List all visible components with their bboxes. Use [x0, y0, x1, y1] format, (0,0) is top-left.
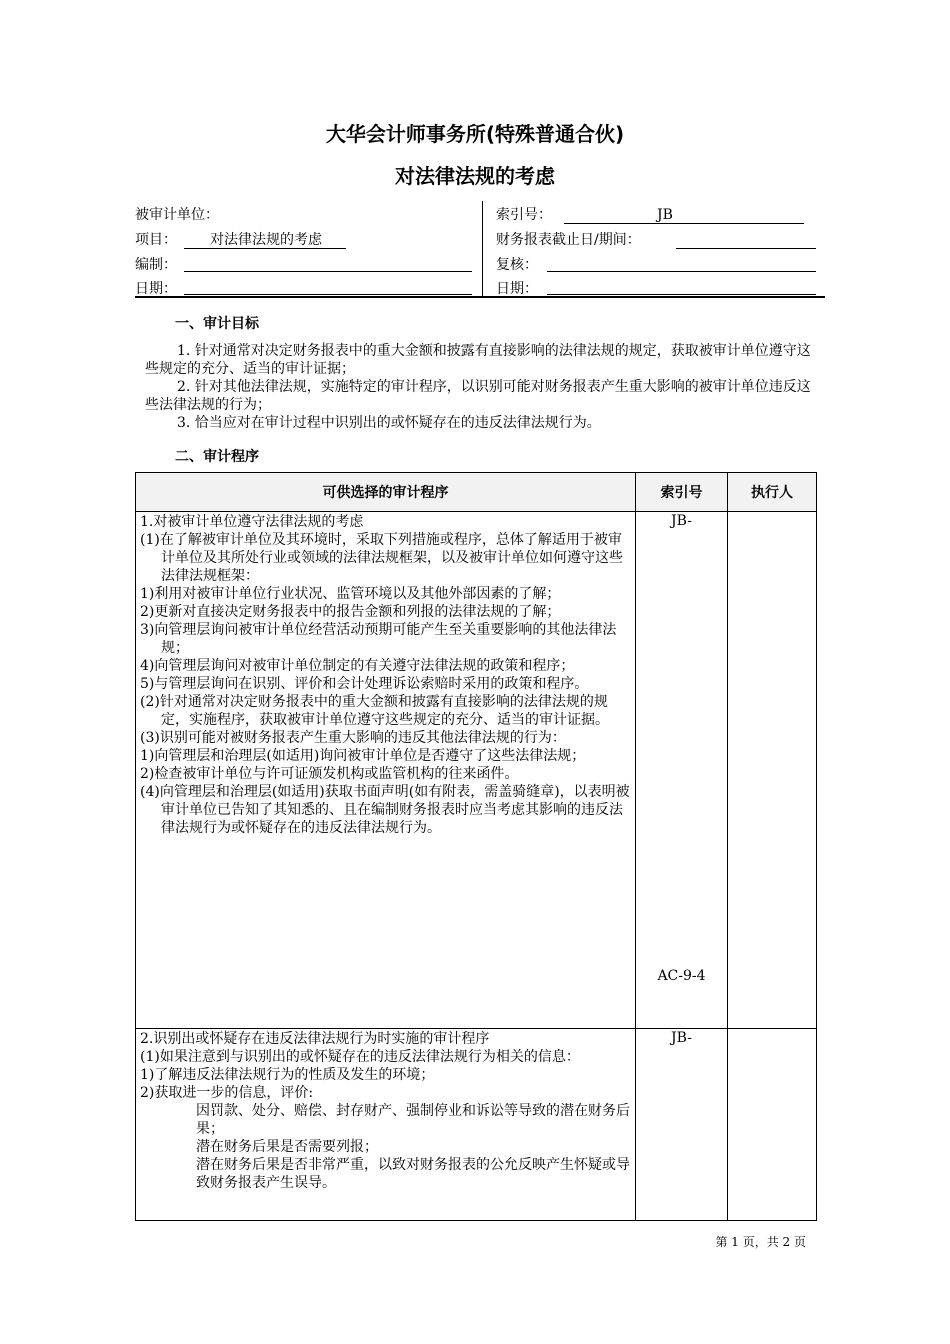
- objectives-heading: 一、审计目标: [175, 316, 259, 332]
- table-row: [136, 512, 817, 1029]
- period-label: 财务报表截止日/期间：: [496, 232, 641, 248]
- procedures-heading: 二、审计程序: [175, 449, 259, 465]
- procedure-cell: [136, 512, 636, 1029]
- date-field-right: [547, 294, 816, 295]
- document-title: 对法律法规的考虑: [395, 164, 555, 188]
- index-ref: AC-9-4: [657, 968, 706, 984]
- procedure-line: (1)如果注意到与识别出的或怀疑存在的违反法律法规行为相关的信息：: [140, 1049, 580, 1065]
- procedure-line: 1)向管理层和治理层(如适用)询问被审计单位是否遵守了这些法律法规；: [140, 748, 586, 764]
- procedure-line: (3)识别可能对被财务报表产生重大影响的违反其他法律法规的行为：: [140, 730, 566, 746]
- procedure-line: 2)获取进一步的信息，评价:: [140, 1085, 314, 1101]
- procedure-line: 5)与管理层询问在识别、评价和会计处理诉讼索赔时采用的政策和程序。: [140, 676, 589, 692]
- index-ref: JB-: [671, 1030, 692, 1046]
- objectives-list: [145, 342, 815, 432]
- procedures-table: [135, 472, 817, 1221]
- procedure-line: 2)检查被审计单位与许可证颁发机构或监管机构的往来函件。: [140, 766, 519, 782]
- column-header-procedure: 可供选择的审计程序: [136, 473, 636, 512]
- procedure-cell: [136, 1029, 636, 1221]
- procedure-line: 2)更新对直接决定财务报表中的报告金额和列报的法律法规的了解；: [140, 604, 561, 620]
- period-field: [676, 248, 816, 249]
- objective-item: 3. 恰当应对在审计过程中识别出的或怀疑存在的违反法律法规行为。: [177, 415, 601, 431]
- objective-item: 2. 针对其他法律法规，实施特定的审计程序，以识别可能对财务报表产生重大影响的被审计单位违反这些法律法规的行为；: [145, 379, 811, 413]
- objective-item: 1. 针对通常对决定财务报表中的重大金额和披露有直接影响的法律法规的规定，获取被审计单位遵守这些规定的充分、适当的审计证据；: [145, 343, 811, 377]
- project-underline: [184, 248, 346, 249]
- executor-cell: [728, 512, 817, 1029]
- page-number: 第 1 页，共 2 页: [715, 1235, 806, 1249]
- header-rule: [135, 296, 825, 298]
- audited-unit-label: 被审计单位：: [135, 207, 219, 223]
- index-cell: [636, 1029, 728, 1221]
- procedure-line: 4)向管理层询问对被审计单位制定的有关遵守法律法规的政策和程序；: [140, 658, 575, 674]
- index-ref: JB-: [671, 513, 692, 529]
- table-row: [136, 1029, 817, 1221]
- procedure-line: (4)向管理层和治理层(如适用)获取书面声明(如有附表，需盖骑缝章)，以表明被审计单位已告知了其知悉的、且在编制财务报表时应当考虑其影响的违反法律法规行为或怀疑存在的违反法律法规行为。: [140, 784, 630, 836]
- procedure-line: (1)在了解被审计单位及其环境时，采取下列措施或程序，总体了解适用于被审计单位及其所处行业或领域的法律法规框架，以及被审计单位如何遵守这些法律法规框架：: [140, 532, 623, 584]
- date-label-left: 日期：: [135, 281, 177, 297]
- firm-title: 大华会计师事务所(特殊普通合伙): [325, 122, 625, 146]
- index-cell: [636, 512, 728, 1029]
- prepared-field: [184, 271, 472, 272]
- prepared-label: 编制：: [135, 257, 177, 273]
- procedure-line: 2.识别出或怀疑存在违反法律法规行为时实施的审计程序: [140, 1031, 490, 1047]
- index-value: JB: [657, 207, 673, 223]
- header-divider: [482, 201, 483, 297]
- procedure-line: 1)利用对被审计单位行业状况、监管环境以及其他外部因素的了解；: [140, 586, 561, 602]
- review-field: [547, 271, 816, 272]
- index-field: [564, 223, 804, 224]
- column-header-executor: 执行人: [728, 473, 817, 512]
- procedure-line: 因罚款、处分、赔偿、封存财产、强制停业和诉讼等导致的潜在财务后果；: [196, 1103, 630, 1137]
- procedure-line: 潜在财务后果是否需要列报；: [196, 1139, 378, 1155]
- index-label: 索引号：: [496, 207, 552, 223]
- date-label-right: 日期：: [496, 281, 538, 297]
- procedure-line: 1)了解违反法律法规行为的性质及发生的环境；: [140, 1067, 435, 1083]
- project-label: 项目：: [135, 232, 177, 248]
- procedure-line: 3)向管理层询问被审计单位经营活动预期可能产生至关重要影响的其他法律法规；: [140, 622, 617, 656]
- procedure-line: (2)针对通常对决定财务报表中的重大金额和披露有直接影响的法律法规的规定，实施程序，获取被审计单位遵守这些规定的充分、适当的审计证据。: [140, 694, 609, 728]
- column-header-index: 索引号: [636, 473, 728, 512]
- project-value: 对法律法规的考虑: [210, 232, 322, 248]
- procedure-line: 潜在财务后果是否非常严重，以致对财务报表的公允反映产生怀疑或导致财务报表产生误导。: [196, 1157, 630, 1191]
- procedure-line: 1.对被审计单位遵守法律法规的考虑: [140, 514, 364, 530]
- executor-cell: [728, 1029, 817, 1221]
- review-label: 复核：: [496, 257, 538, 273]
- date-field-left: [184, 294, 472, 295]
